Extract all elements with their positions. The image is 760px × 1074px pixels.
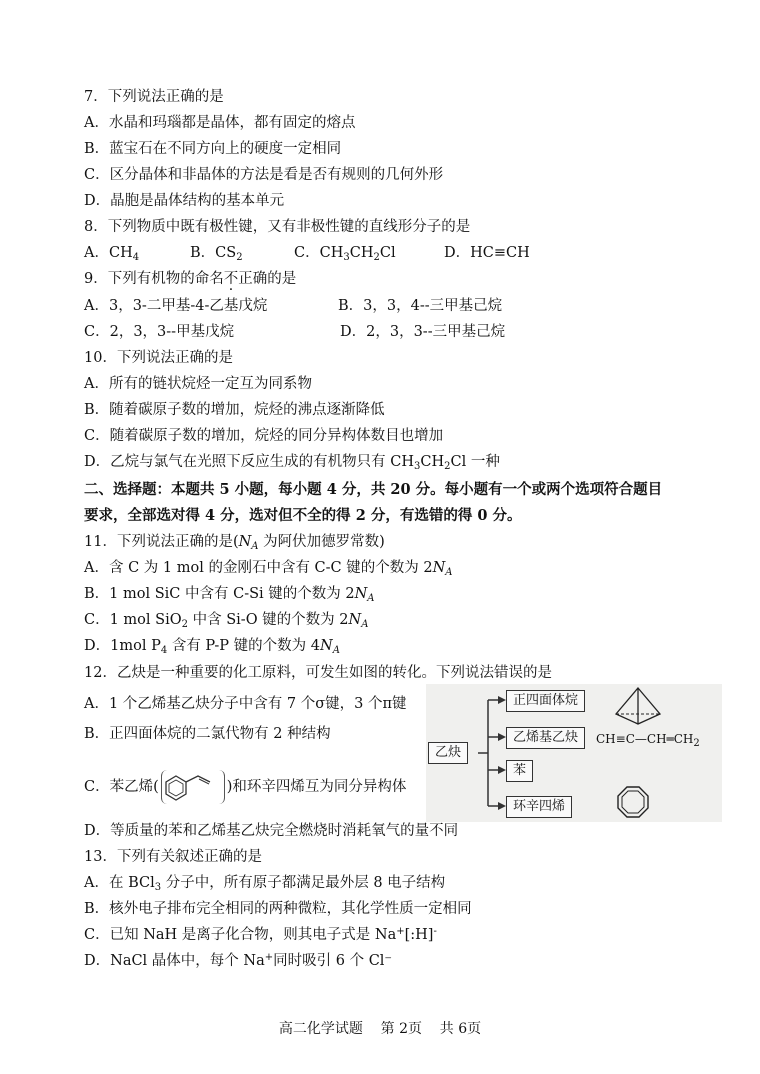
page-footer: 高二化学试题 第 2页 共 6页 xyxy=(278,1021,482,1037)
styrene-structure xyxy=(161,770,225,804)
q7-option-a: A．水晶和玛瑙都是晶体，都有固定的熔点 xyxy=(84,115,356,131)
emphasis-dot: 不 xyxy=(223,271,239,287)
q10-stem: 10．下列说法正确的是 xyxy=(84,350,233,366)
q9-option-c: C．2，3，3--甲基戊烷 xyxy=(84,324,235,340)
q12-option-a: A．1 个乙烯基乙炔分子中含有 7 个σ键，3 个π键 xyxy=(84,696,407,712)
q12-stem: 12．乙炔是一种重要的化工原料，可发生如图的转化。下列说法错误的是 xyxy=(84,665,552,681)
cyclooctatetraene-structure xyxy=(618,787,648,817)
q13-option-d: D．NaCl 晶体中，每个 Na+同时吸引 6 个 Cl⁻ xyxy=(84,952,393,969)
diagram-product-benzene: 苯 xyxy=(506,760,533,782)
q12-option-d: D．等质量的苯和乙烯基乙炔完全燃烧时消耗氧气的量不同 xyxy=(84,823,459,839)
vinylacetylene-formula: $CH\equiv C—CH═CH_2$ xyxy=(596,732,700,749)
acetylene-conversion-diagram xyxy=(426,684,722,822)
q13-stem: 13．下列有关叙述正确的是 xyxy=(84,849,262,865)
q11-option-b: B．1 mol SiC 中含有 C-Si 键的个数为 $2N_A$ xyxy=(84,586,375,604)
q9-stem: 9．下列有机物的命名不正确的是 xyxy=(84,271,297,287)
q7-option-c: C．区分晶体和非晶体的方法是看是否有规则的几何外形 xyxy=(84,167,444,183)
diagram-source-acetylene: 乙炔 xyxy=(428,742,468,764)
q10-option-c: C．随着碳原子数的增加，烷烃的同分异构体数目也增加 xyxy=(84,428,444,444)
q9-option-b: B．3，3，4--三甲基己烷 xyxy=(338,298,503,314)
q9-option-d: D．2，3，3--三甲基己烷 xyxy=(340,324,506,340)
q11-option-a: A．含 C 为 1 mol 的金刚石中含有 C-C 键的个数为 $2N_A$ xyxy=(84,560,453,578)
q8-option-b: B．$CS_2$ xyxy=(190,245,243,263)
q7-stem: 7．下列说法正确的是 xyxy=(84,89,224,105)
q8-option-c: C．$CH_3CH_2Cl$ xyxy=(294,245,396,263)
q8-option-d: D．HC≡CH xyxy=(444,245,530,261)
q9-row2 xyxy=(84,322,506,342)
q12-option-b: B．正四面体烷的二氯代物有 2 种结构 xyxy=(84,726,331,742)
q10-option-d: D．乙烷与氯气在光照下反应生成的有机物只有 $CH_3CH_2Cl$ 一种 xyxy=(84,454,500,472)
q11-stem: 11．下列说法正确的是($N_A$ 为阿伏加德罗常数) xyxy=(84,534,385,552)
q7-option-d: D．晶胞是晶体结构的基本单元 xyxy=(84,193,285,209)
q9-row1 xyxy=(84,296,503,316)
q13-option-c: C．已知 NaH 是离子化合物，则其电子式是 Na+[:H]- xyxy=(84,926,437,943)
q13-option-b: B．核外电子排布完全相同的两种微粒，其化学性质一定相同 xyxy=(84,901,472,917)
diagram-product-tetrahedrane: 正四面体烷 xyxy=(506,690,585,712)
q8-stem: 8．下列物质中既有极性键，又有非极性键的直线形分子的是 xyxy=(84,219,471,235)
section2-heading-line2: 要求，全部选对得 4 分，选对但不全的得 2 分，有选错的得 0 分。 xyxy=(84,507,522,524)
q7-option-b: B．蓝宝石在不同方向上的硬度一定相同 xyxy=(84,141,342,157)
q9-option-a: A．3，3-二甲基-4-乙基戊烷 xyxy=(84,298,268,314)
q11-option-c: C．1 mol SiO$_2$ 中含 Si-O 键的个数为 $2N_A$ xyxy=(84,612,369,630)
tetrahedrane-structure xyxy=(616,688,660,724)
q8-option-a: A．$CH_4$ xyxy=(84,245,140,263)
q12-option-c: C．苯乙烯( )和环辛四烯互为同分异构体 xyxy=(84,770,406,804)
section2-heading-line1: 二、选择题：本题共 5 小题，每小题 4 分，共 20 分。每小题有一个或两个选项符合题目 xyxy=(84,481,663,498)
diagram-product-vinylacetylene: 乙烯基乙炔 xyxy=(506,727,585,749)
diagram-product-cyclooctatetraene: 环辛四烯 xyxy=(506,796,572,818)
q10-option-b: B．随着碳原子数的增加，烷烃的沸点逐渐降低 xyxy=(84,402,385,418)
q10-option-a: A．所有的链状烷烃一定互为同系物 xyxy=(84,376,312,392)
q13-option-a: A．在 BCl$_3$ 分子中，所有原子都满足最外层 8 电子结构 xyxy=(84,875,446,893)
q11-option-d: D．1mol $P_4$ 含有 P-P 键的个数为 $4N_A$ xyxy=(84,638,340,656)
